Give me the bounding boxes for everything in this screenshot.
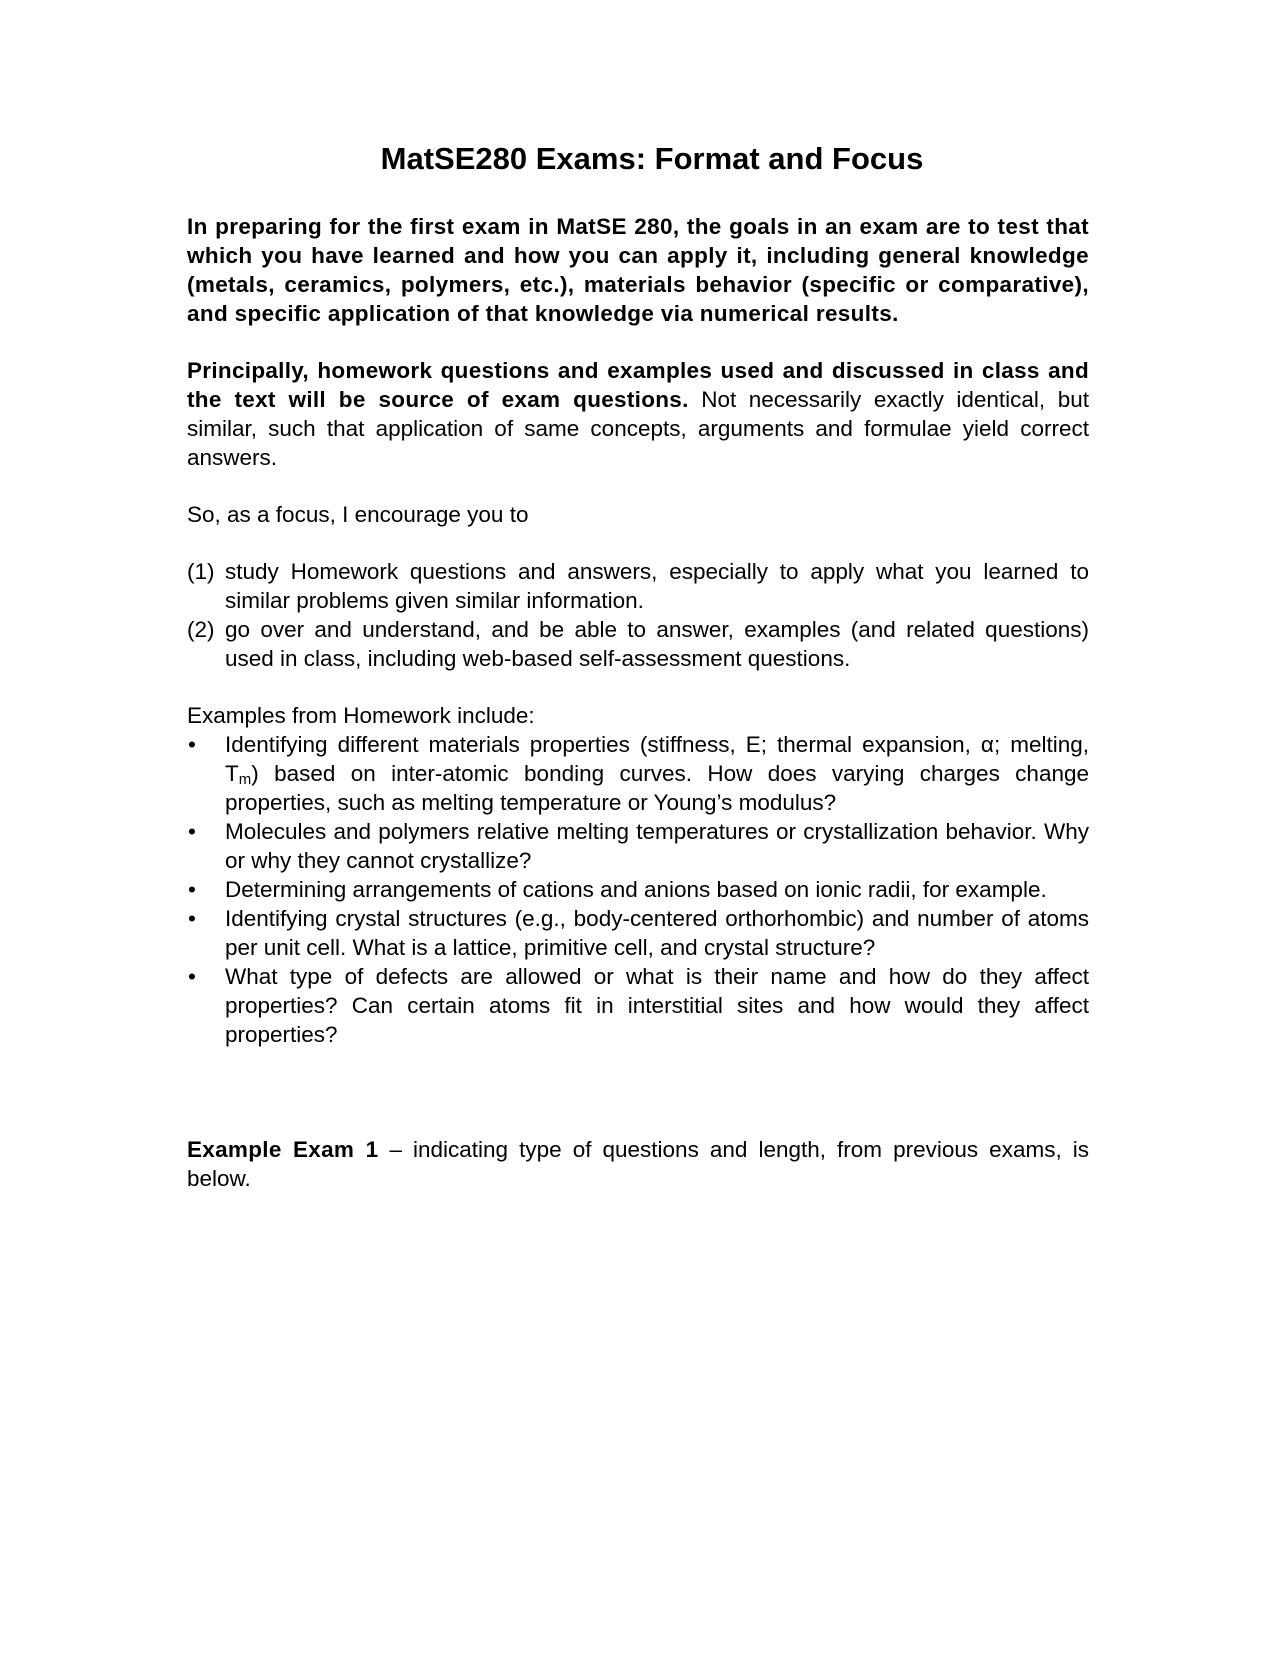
- list-item: [187, 875, 1089, 904]
- bullet-icon: •: [188, 906, 196, 931]
- bullet-icon: •: [188, 819, 196, 844]
- intro-paragraph: In preparing for the first exam in MatSE 280, the goals in an exam are to test that which you have learned and how you can apply it, including general knowledge (metals, ceramics, polymers, etc.), materials behavior (specific or comparative), and specific application of that knowledge via numerical results.: [187, 214, 1089, 326]
- principal-bold-text: Principally, homework questions and examples used and discussed in class and the text will be source of exam questions.: [187, 358, 1089, 412]
- item-text: go over and understand, and be able to answer, examples (and related questions) used in class, including web-based self-assessment questions.: [225, 617, 1089, 671]
- document-page: [187, 140, 1089, 1193]
- bullet-list: [187, 730, 1089, 1049]
- bullet-text: Determining arrangements of cations and anions based on ionic radii, for example.: [225, 877, 1047, 902]
- example-exam-normal-text: – indicating type of questions and length, from previous exams, is below.: [187, 1137, 1089, 1191]
- bullet-text: Identifying crystal structures (e.g., body-centered orthorhombic) and number of atoms per unit cell. What is a lattice, primitive cell, and crystal structure?: [225, 906, 1089, 960]
- bullet-text-part1: Identifying different materials properties (stiffness, E; thermal expansion, α; melting, T: [225, 732, 1089, 786]
- focus-line: So, as a focus, I encourage you to: [187, 502, 529, 527]
- bullet-icon: •: [188, 964, 196, 989]
- bullet-text: What type of defects are allowed or what is their name and how do they affect properties? Can certain atoms fit in interstitial sites and how would they affect properties?: [225, 964, 1089, 1047]
- subscript-m: m: [238, 771, 252, 788]
- list-item: [187, 730, 1089, 817]
- list-item: [187, 615, 1089, 673]
- numbered-list: [187, 557, 1089, 673]
- item-number: (2): [187, 617, 215, 642]
- examples-heading: Examples from Homework include:: [187, 703, 535, 728]
- principal-paragraph: [187, 356, 1089, 472]
- section-spacer: [187, 1049, 1089, 1135]
- principal-normal-text: Not necessarily exactly identical, but similar, such that application of same concepts, arguments and formulae yield correct answers.: [187, 387, 1089, 470]
- example-exam-bold-text: Example Exam 1: [187, 1137, 379, 1162]
- item-number: (1): [187, 559, 215, 584]
- bullet-icon: •: [188, 732, 196, 757]
- bullet-text-part2: ) based on inter-atomic bonding curves. How does varying charges change properties, such as melting temperature or Young’s modulus?: [225, 761, 1089, 815]
- bullet-icon: •: [188, 877, 196, 902]
- item-text: study Homework questions and answers, especially to apply what you learned to similar problems given similar information.: [225, 559, 1089, 613]
- page-title: MatSE280 Exams: Format and Focus: [380, 141, 924, 176]
- list-item: [187, 557, 1089, 615]
- bullet-text: Molecules and polymers relative melting temperatures or crystallization behavior. Why or why they cannot crystallize?: [225, 819, 1089, 873]
- list-item: [187, 817, 1089, 875]
- example-exam-paragraph: [187, 1135, 1089, 1193]
- list-item: [187, 962, 1089, 1049]
- list-item: [187, 904, 1089, 962]
